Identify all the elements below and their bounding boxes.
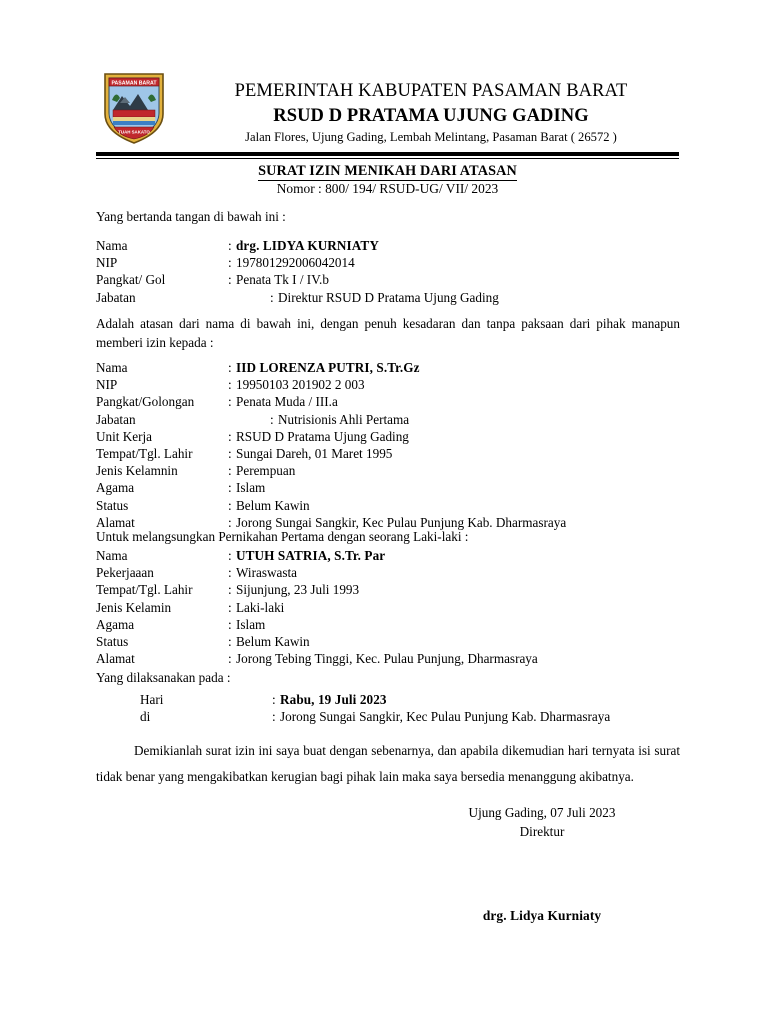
coat-of-arms-icon: [100, 70, 168, 146]
field-row: [96, 446, 680, 463]
field-row: [140, 692, 680, 709]
field-label: Agama: [96, 480, 135, 496]
field-label: Jabatan: [96, 411, 136, 427]
field-separator: :: [228, 428, 232, 444]
field-value: Wiraswasta: [236, 565, 297, 581]
field-label: Hari: [140, 692, 164, 707]
field-separator: :: [228, 548, 232, 563]
field-value: Penata Tk I / IV.b: [236, 272, 329, 288]
field-label: Nama: [96, 238, 128, 253]
document-title: [96, 163, 679, 180]
field-separator: :: [228, 480, 232, 496]
field-row: [96, 255, 680, 272]
field-row: [96, 412, 680, 429]
event-intro-line: Yang dilaksanakan pada :: [96, 670, 231, 685]
field-value: UTUH SATRIA, S.Tr. Par: [236, 548, 386, 563]
field-separator: :: [228, 565, 232, 581]
header-divider: [96, 152, 679, 159]
field-separator: :: [228, 463, 232, 479]
document-number: Nomor : 800/ 194/ RSUD-UG/ VII/ 2023: [276, 181, 499, 196]
field-value: Rabu, 19 Juli 2023: [280, 692, 387, 707]
field-separator: :: [228, 255, 232, 271]
field-separator: :: [228, 514, 232, 530]
field-separator: :: [272, 692, 276, 707]
field-separator: :: [270, 411, 274, 427]
field-row: [96, 394, 680, 411]
field-value: Islam: [236, 480, 266, 496]
field-label: Tempat/Tgl. Lahir: [96, 582, 193, 598]
field-label: Unit Kerja: [96, 428, 153, 444]
field-row: [96, 272, 680, 289]
employee-details: [96, 360, 680, 532]
field-separator: :: [228, 651, 232, 667]
spouse-intro-line: Untuk melangsungkan Pernikahan Pertama dengan seorang Laki-laki :: [96, 529, 469, 544]
field-value: drg. LIDYA KURNIATY: [236, 238, 379, 253]
field-value: Penata Muda / III.a: [236, 394, 338, 410]
field-label: Nama: [96, 548, 128, 563]
field-value: Jorong Tebing Tinggi, Kec. Pulau Punjung, Dharmasraya: [236, 651, 538, 667]
field-separator: :: [228, 394, 232, 410]
field-label: NIP: [96, 377, 118, 393]
field-label: Jenis Kelamnin: [96, 463, 178, 479]
field-separator: :: [228, 445, 232, 461]
field-value: Sungai Dareh, 01 Maret 1995: [236, 445, 393, 461]
field-row: [96, 617, 680, 634]
field-separator: :: [228, 599, 232, 615]
field-label: Jenis Kelamin: [96, 599, 172, 615]
spouse-details: [96, 548, 680, 668]
divider-thin-line: [96, 158, 679, 159]
field-label: Status: [96, 497, 129, 513]
signature-role: Direktur: [519, 824, 565, 840]
field-row: [96, 360, 680, 377]
field-value: Laki-laki: [236, 599, 285, 615]
field-row: [96, 582, 680, 599]
field-row: [96, 548, 680, 565]
field-value: Belum Kawin: [236, 497, 310, 513]
field-label: Status: [96, 633, 129, 649]
closing-text: Demikianlah surat izin ini saya buat dengan sebenarnya, dan apabila dikemudian hari ternyata isi surat tidak benar yang mengakibatkan kerugian bagi pihak lain maka saya bersedia menanggung akibatnya.: [96, 743, 680, 784]
field-label: Nama: [96, 360, 128, 375]
field-row: [96, 651, 680, 668]
field-row: [96, 463, 680, 480]
field-row: [96, 429, 680, 446]
closing-paragraph: [96, 738, 680, 789]
signatory-name: drg. Lidya Kurniaty: [482, 908, 602, 923]
field-value: RSUD D Pratama Ujung Gading: [236, 428, 409, 444]
field-separator: :: [228, 272, 232, 288]
field-value: Direktur RSUD D Pratama Ujung Gading: [278, 289, 499, 305]
superior-details: [96, 238, 680, 307]
field-row: [140, 709, 680, 726]
field-value: Nutrisionis Ahli Pertama: [278, 411, 410, 427]
field-row: [96, 634, 680, 651]
letterhead: [96, 68, 680, 150]
intro-line: Yang bertanda tangan di bawah ini :: [96, 209, 286, 224]
government-name: PEMERINTAH KABUPATEN PASAMAN BARAT: [234, 81, 628, 101]
field-label: NIP: [96, 255, 118, 271]
field-row: [96, 377, 680, 394]
svg-text:TUAH SAKATO: TUAH SAKATO: [118, 129, 150, 135]
field-label: Alamat: [96, 651, 135, 667]
field-row: [96, 238, 680, 255]
field-value: Sijunjung, 23 Juli 1993: [236, 582, 360, 598]
event-details: [140, 692, 680, 726]
field-row: [96, 290, 680, 307]
field-label: Alamat: [96, 514, 135, 530]
document-title-text: SURAT IZIN MENIKAH DARI ATASAN: [258, 163, 517, 179]
field-separator: :: [270, 289, 274, 305]
field-value: IID LORENZA PUTRI, S.Tr.Gz: [236, 360, 420, 375]
letterhead-text: [182, 80, 680, 147]
field-separator: :: [228, 497, 232, 513]
field-label: Tempat/Tgl. Lahir: [96, 445, 193, 461]
authorization-statement: Adalah atasan dari nama di bawah ini, dengan penuh kesadaran dan tanpa paksaan dari pihak manapun memberi izin kepada :: [96, 316, 680, 350]
field-separator: :: [228, 360, 232, 375]
field-separator: :: [228, 238, 232, 253]
field-label: Jabatan: [96, 289, 136, 305]
field-value: Jorong Sungai Sangkir, Kec Pulau Punjung Kab. Dharmasraya: [280, 709, 611, 725]
field-value: Jorong Sungai Sangkir, Kec Pulau Punjung Kab. Dharmasraya: [236, 514, 567, 530]
field-row: [96, 480, 680, 497]
field-separator: :: [228, 377, 232, 393]
field-label: Pekerjaaan: [96, 565, 154, 581]
field-value: Belum Kawin: [236, 633, 310, 649]
field-label: Agama: [96, 616, 135, 632]
signature-place-date: Ujung Gading, 07 Juli 2023: [468, 805, 616, 820]
field-row: [96, 498, 680, 515]
svg-text:PASAMAN BARAT: PASAMAN BARAT: [111, 80, 157, 87]
signature-block: [404, 803, 680, 841]
field-label: Pangkat/Golongan: [96, 394, 195, 410]
institution-address: Jalan Flores, Ujung Gading, Lembah Melintang, Pasaman Barat ( 26572 ): [245, 129, 617, 144]
field-value: Islam: [236, 616, 266, 632]
field-separator: :: [272, 709, 276, 725]
field-value: 197801292006042014: [236, 255, 355, 271]
institution-name: RSUD D PRATAMA UJUNG GADING: [273, 105, 589, 126]
field-value: 19950103 201902 2 003: [236, 377, 365, 393]
field-separator: :: [228, 633, 232, 649]
field-label: Pangkat/ Gol: [96, 272, 166, 288]
field-value: Perempuan: [236, 463, 296, 479]
field-label: di: [140, 709, 151, 725]
field-separator: :: [228, 616, 232, 632]
field-row: [96, 565, 680, 582]
field-separator: :: [228, 582, 232, 598]
field-row: [96, 600, 680, 617]
